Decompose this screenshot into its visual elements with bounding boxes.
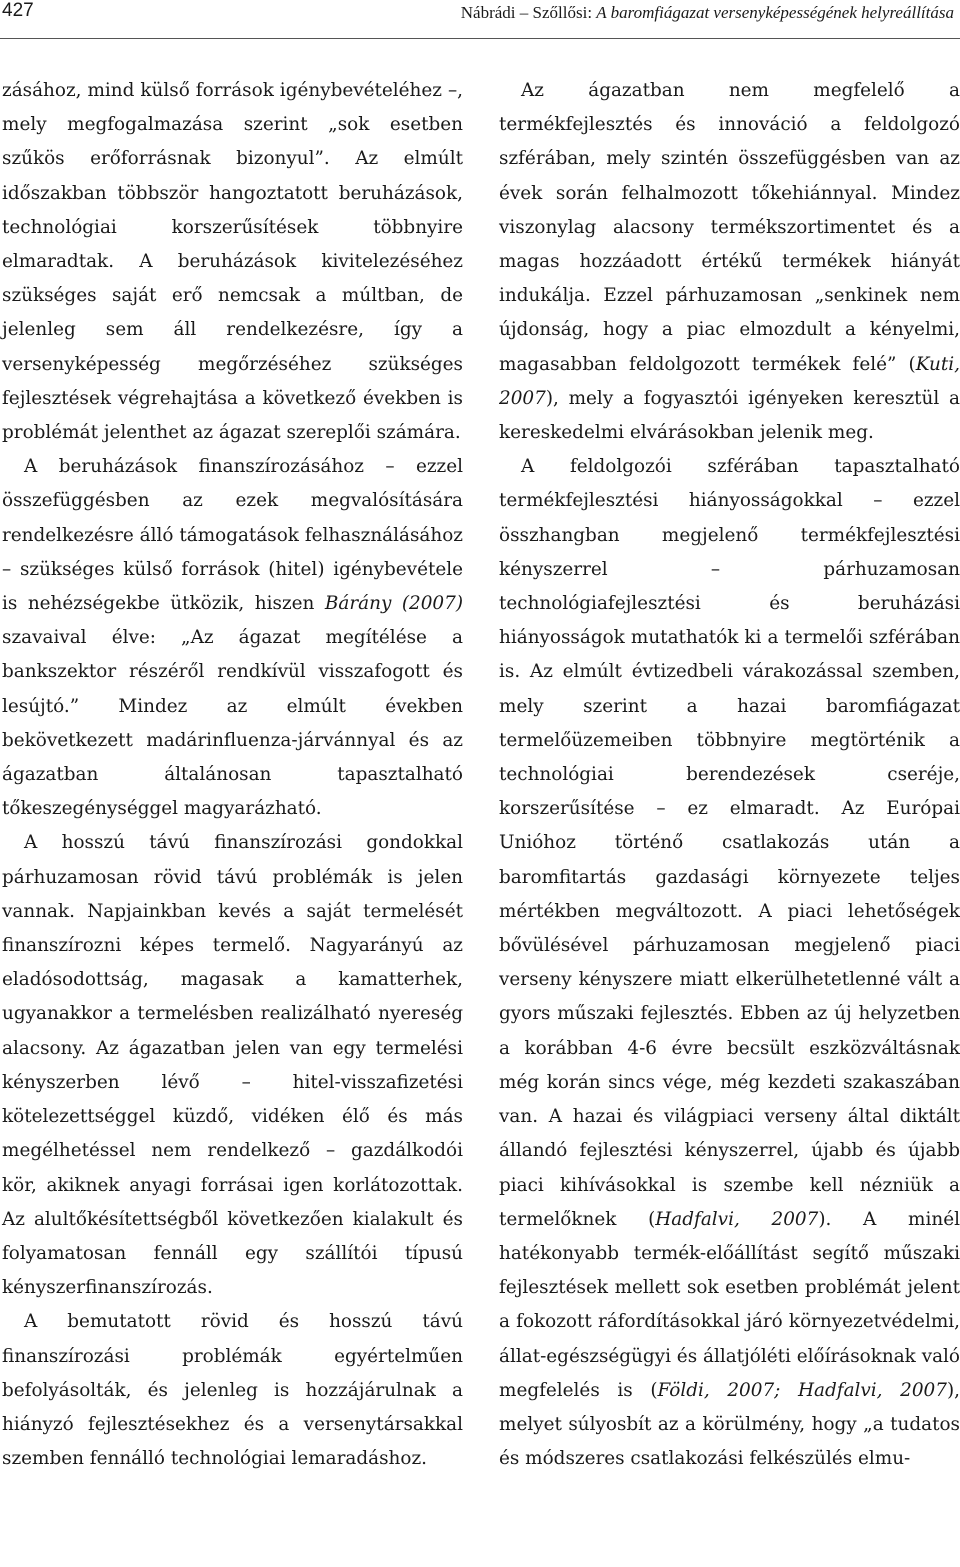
paragraph-text: A feldolgozói szférában tapasztalható termékfejlesztési hiányosságokkal – ezzel összhangban megjelenő termékfejlesztési kényszerrel – párhuzamosan technológiafejlesztési és beruházási hiányosságok mutathatók ki a termelői szférában is. Az elmúlt évtizedbeli várakozással szemben, mely szerint a hazai baromfiágazat termelőüzemeiben többnyire megtörténik a technológiai berendezések cseréje, korszerűsítése – ez elmaradt. Az Európai Unióhoz történő csatlakozás után a baromfitartás gazdasági környezete teljes mértékben megváltozott. A piaci lehetőségek bővülésével párhuzamosan megjelenő piaci verseny kényszere miatt elkerülhetetlenné vált a gyors műszaki fejlesztés. Ebben az új helyzetben a korábban 4-6 évre becsült eszközváltásnak még korán sincs vége, még kezdeti szakaszában van. A hazai és világpiaci verseny által diktált állandó fejlesztési kényszerrel, újabb és újabb piaci kihívásokkal is szembe kell nézniük a termelőknek (: [499, 456, 960, 1230]
paragraph-text: ), mely a fogyasztói igényeken keresztül a kereskedelmi elvárásokban jelenik meg.: [499, 387, 960, 444]
page-number: 427: [2, 0, 34, 21]
paragraph: zásához, mind külső források igénybevételéhez –, mely megfogalmazása szerint „sok esetben szűkös erőforrásnak bizonyul”. Az elmúlt időszakban többször hangoztatott beruházások, technológiai korszerűsítések többnyire elmaradtak. A beruházások kivitelezéséhez szükséges saját erő nemcsak a múltban, de jelenleg sem áll rendelkezésre, így a versenyképesség megőrzéséhez szükséges fejlesztések végrehajtása a következő években is problémát jelenthet az ágazat szereplői számára.: [2, 80, 463, 444]
paragraph-text: A beruházások finanszírozásához – ezzel összefüggésben az ezek megvalósítására rendelkezésre álló támogatások felhasználásához – szükséges külső források (hitel) igénybevétele is nehézségekbe ütközik, hiszen: [2, 456, 463, 615]
left-column: [2, 74, 463, 1476]
running-header: [0, 0, 960, 40]
running-head: [461, 3, 954, 23]
right-column: [499, 74, 960, 1476]
paragraph: [499, 450, 960, 1476]
paragraph-text: Az ágazatban nem megfelelő a termékfejlesztés és innováció a feldolgozó szférában, mely szintén összefüggésben van az évek során felhalmozott tőkehiánnyal. Mindez viszonylag alacsony termékszortimentet és a magas hozzáadott értékű termékek hiányát indukálja. Ezzel párhuzamosan „senkinek nem újdonság, hogy a piac elmozdult a kényelmi, magasabban feldolgozott termékek felé” (: [499, 80, 960, 375]
citation: Bárány (2007): [324, 593, 464, 615]
citation: Hadfalvi, 2007: [655, 1208, 819, 1230]
paragraph-text: ). A minél hatékonyabb termék-előállítást segítő műszaki fejlesztések mellett sok esetben problémát jelent a fokozott ráfordításokkal járó környezetvédelmi, állat-egészségügyi és állatjóléti előírásoknak való megfelelés is (: [499, 1208, 960, 1401]
paragraph: [499, 74, 960, 450]
header-rule: [0, 38, 960, 39]
citation: Földi, 2007; Hadfalvi, 2007: [657, 1379, 947, 1401]
paragraph: A hosszú távú finanszírozási gondokkal párhuzamosan rövid távú problémák is jelen vannak. Napjainkban kevés a saját termelését finanszírozni képes termelő. Nagyarányú az eladósodottság, magasak a kamatterhek, ugyanakkor a termelésben realizálható nyereség alacsony. Az ágazatban jelen van egy termelési kényszerben lévő – hitel-visszafizetési kötelezettséggel küzdő, vidéken élő és más megélhetéssel nem rendelkező – gazdálkodói kör, akiknek anyagi forrásai igen korlátozottak. Az alultőkésítettségből következően kialakult és folyamatosan fennáll egy szállítói típusú kényszerfinanszírozás.: [2, 832, 463, 1299]
paragraph-text: ), melyet súlyosbít az a körülmény, hogy „a tudatos és módszeres csatlakozási felkészülés elmu-: [499, 1379, 960, 1470]
paragraph-text: szavaival élve: „Az ágazat megítélése a bankszektor részéről rendkívül visszafogott és lesújtó.” Mindez az elmúlt években bekövetkezett madárinfluenza-járvánnyal és az ágazatban általánosan tapasztalható tőkeszegénységgel magyarázható.: [2, 627, 463, 820]
citation: Kuti, 2007: [499, 353, 960, 409]
paragraph: [2, 450, 463, 826]
paragraph: A bemutatott rövid és hosszú távú finanszírozási problémák egyértelműen befolyásolták, és jelenleg is hozzájárulnak a hiányzó fejlesztésekhez és a versenytársakkal szemben fennálló technológiai lemaradáshoz.: [2, 1311, 463, 1470]
running-head-authors: Nábrádi – Szőllősi:: [460, 3, 593, 22]
running-head-title: A baromfiágazat versenyképességének helyreállítása: [596, 3, 954, 22]
